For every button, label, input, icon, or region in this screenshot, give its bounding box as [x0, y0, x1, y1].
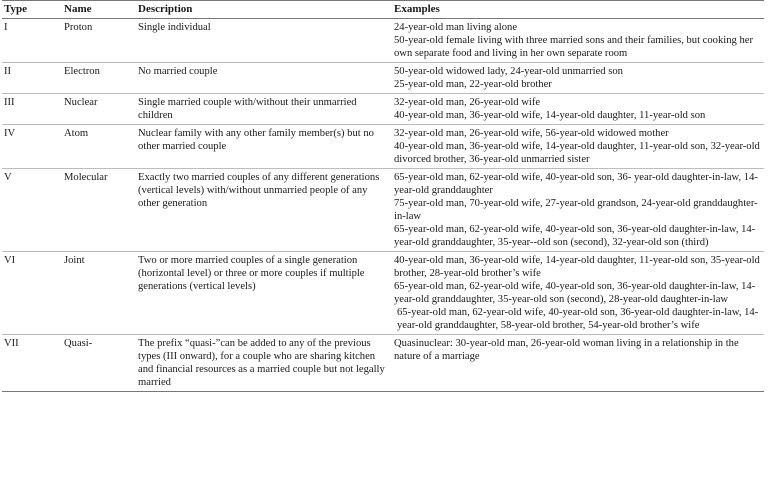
type-cell: IV — [2, 125, 62, 169]
example-item: 50-year-old widowed lady, 24-year-old unmarried son — [394, 66, 623, 77]
example-item: 75-year-old man, 70-year-old wife, 27-year-old grandson, 24-year-old granddaughter-in-law — [394, 198, 758, 222]
table-row — [2, 252, 764, 335]
header-examples: Examples — [392, 1, 764, 19]
example-item: 65-year-old man, 62-year-old wife, 40-year-old son, 36- year-old daughter-in-law, 14-year-old granddaughter — [394, 172, 758, 196]
description-cell: Nuclear family with any other family member(s) but no other married couple — [136, 125, 392, 169]
table-row — [2, 169, 764, 252]
name-cell: Atom — [62, 125, 136, 169]
type-cell: II — [2, 63, 62, 94]
example-item: 32-year-old man, 26-year-old wife, 56-year-old widowed mother — [394, 128, 669, 139]
example-item: 65-year-old man, 62-year-old wife, 40-year-old son, 36-year-old daughter-in-law, 14-year-old granddaughter, 35-year--old son (second), 32-year-old son (third) — [394, 224, 756, 248]
description-cell: Single married couple with/without their unmarried children — [136, 94, 392, 125]
description-cell: Two or more married couples of a single generation (horizontal level) or three or more couples if multiple generations (vertical levels) — [136, 252, 392, 335]
examples-cell — [392, 19, 764, 63]
type-cell: VI — [2, 252, 62, 335]
example-item: 65-year-old man, 62-year-old wife, 40-year-old son, 36-year-old daughter-in-law, 14-year-old granddaughter, 35-year-old son (second), 28-year-old daughter-in-law — [394, 281, 756, 305]
table-row — [2, 94, 764, 125]
header-row — [2, 1, 764, 19]
example-item: 65-year-old man, 62-year-old wife, 40-year-old son, 36-year-old daughter-in-law, 14-year-old granddaughter, 58-year-old brother, 54-year-old brother’s wife — [397, 307, 759, 331]
family-types-table — [2, 0, 764, 392]
type-cell: III — [2, 94, 62, 125]
name-cell: Joint — [62, 252, 136, 335]
examples-cell — [392, 169, 764, 252]
name-cell: Electron — [62, 63, 136, 94]
table-row — [2, 19, 764, 63]
example-item: 40-year-old man, 36-year-old wife, 14-year-old daughter, 11-year-old son — [394, 110, 706, 121]
example-item: 40-year-old man, 36-year-old wife, 14-year-old daughter, 11-year-old son, 35-year-old brother, 28-year-old brother’s wife — [394, 255, 760, 279]
type-cell: I — [2, 19, 62, 63]
description-cell: Single individual — [136, 19, 392, 63]
table-row — [2, 125, 764, 169]
example-item: 32-year-old man, 26-year-old wife — [394, 97, 541, 108]
description-cell: Exactly two married couples of any different generations (vertical levels) with/without unmarried people of any other generation — [136, 169, 392, 252]
example-item: 50-year-old female living with three married sons and their families, but cooking her own separate food and living in her own separate room — [394, 35, 753, 59]
header-description: Description — [136, 1, 392, 19]
header-type: Type — [2, 1, 62, 19]
examples-cell — [392, 252, 764, 335]
example-item: 40-year-old man, 36-year-old wife, 14-year-old daughter, 11-year-old son, 32-year-old divorced brother, 36-year-old unmarried sister — [394, 141, 760, 165]
table-row — [2, 63, 764, 94]
examples-cell — [392, 125, 764, 169]
description-cell: The prefix “quasi-”can be added to any of the previous types (III onward), for a couple who are sharing kitchen and financial resources as a married couple but not legally married — [136, 335, 392, 392]
type-cell: V — [2, 169, 62, 252]
name-cell: Proton — [62, 19, 136, 63]
name-cell: Nuclear — [62, 94, 136, 125]
header-name: Name — [62, 1, 136, 19]
table-row — [2, 335, 764, 392]
name-cell: Quasi- — [62, 335, 136, 392]
examples-cell — [392, 94, 764, 125]
example-item: 24-year-old man living alone — [394, 22, 518, 33]
example-item: 25-year-old man, 22-year-old brother — [394, 79, 552, 90]
name-cell: Molecular — [62, 169, 136, 252]
examples-cell — [392, 335, 764, 392]
type-cell: VII — [2, 335, 62, 392]
example-item: Quasinuclear: 30-year-old man, 26-year-old woman living in a relationship in the nature of a marriage — [394, 338, 739, 362]
description-cell: No married couple — [136, 63, 392, 94]
examples-cell — [392, 63, 764, 94]
